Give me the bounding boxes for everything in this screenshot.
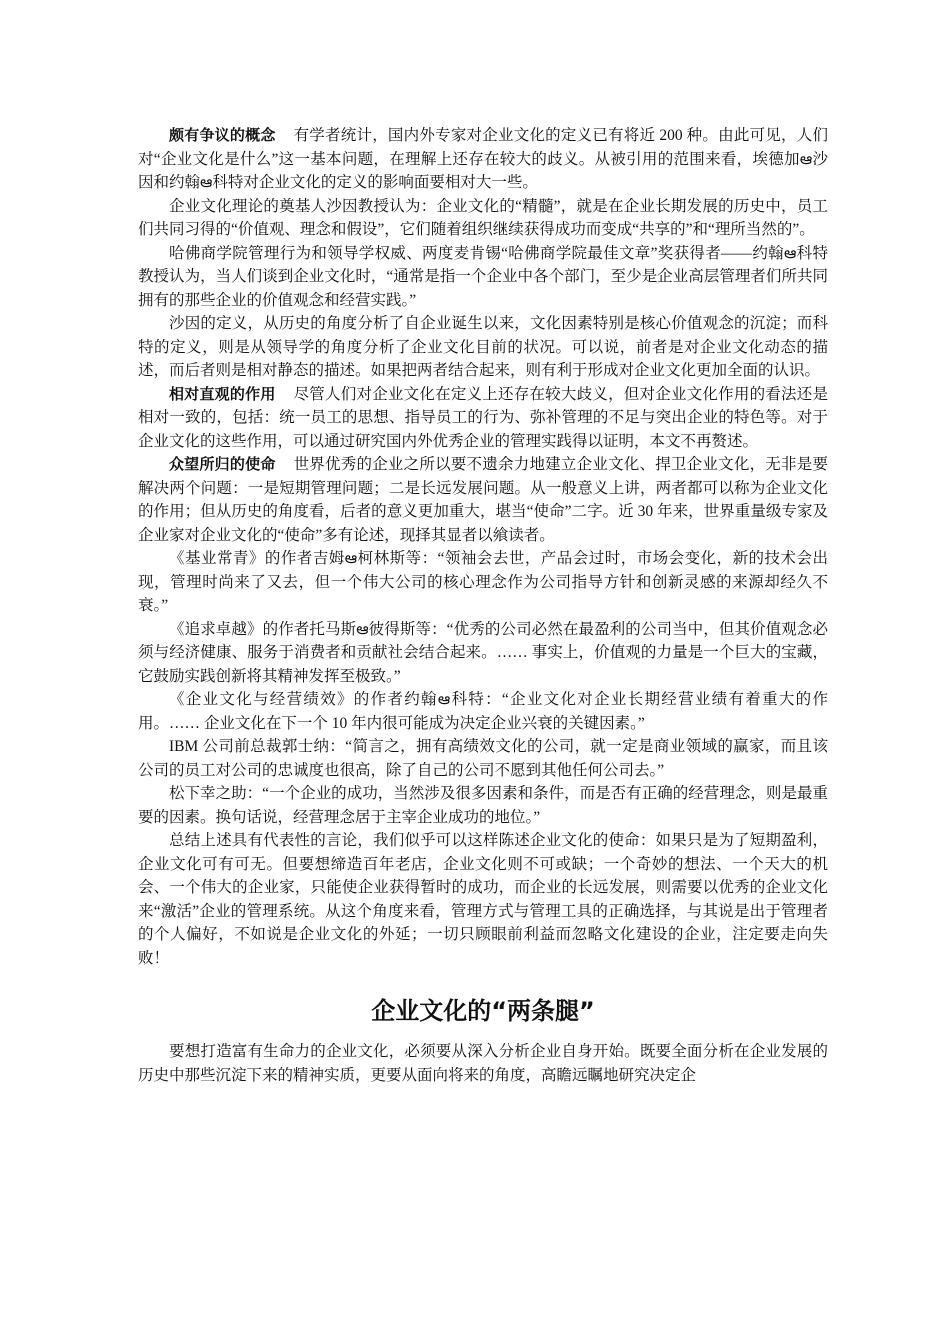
paragraph-kotter-definition: 哈佛商学院管理行为和领导学权威、两度麦肯锡“哈佛商学院最佳文章”奖获得者——约翰ఆ科特教授认为，当人们谈到企业文化时，“通常是指一个企业中各个部门，至少是企业高层管理者们所共同拥有的那些企业的价值观念和经营实践。” [138, 244, 828, 309]
paragraph-two-legs-intro: 要想打造富有生命力的企业文化，必须要从深入分析企业自身开始。既要全面分析在企业发展的历史中那些沉淀下来的精神实质，更要从面向将来的角度，高瞻远瞩地研究决定企 [138, 1043, 828, 1084]
section-title: 企业文化的“两条腿” [371, 997, 595, 1025]
document-page [138, 124, 828, 1087]
paragraph-intuitive-role [138, 383, 828, 454]
paragraph-summary: 总结上述具有代表性的言论，我们似乎可以这样陈述企业文化的使命：如果只是为了短期盈利，企业文化可有可无。但要想缔造百年老店，企业文化则不可或缺；一个奇妙的想法、一个天大的机会、一个伟大的企业家，只能使企业获得暂时的成功，而企业的长远发展，则需要以优秀的企业文化来“激活”企业的管理系统。从这个角度来看，管理方式与管理工具的正确选择，与其说是出于管理者的个人偏好，不如说是企业文化的外延；一切只顾眼前利益而忽略文化建设的企业，注定要走向失败！ [138, 832, 828, 967]
paragraph-mission [138, 453, 828, 547]
paragraph-text: 世界优秀的企业之所以要不遗余力地建立企业文化、捍卫企业文化，无非是要解决两个问题：一是短期管理问题；二是长远发展问题。从一般意义上讲，两者都可以称为企业文化的作用；但从历史的角度看，后者的意义更加重大，堪当“使命”二字。近 30 年来，世界重量级专家及企业家对企业文化的“使命”多有论述，现择其显者以飨读者。 [138, 456, 828, 544]
paragraph-controversial-concept [138, 124, 828, 195]
paragraph-lead-heading: 颇有争议的概念 [169, 126, 276, 144]
paragraph-quote-kotter: 《企业文化与经营绩效》的作者约翰ఆ科特：“企业文化对企业长期经营业绩有着重大的作用。…… 企业文化在下一个 10 年内很可能成为决定企业兴衰的关键因素。” [138, 691, 828, 732]
paragraph-text: 尽管人们对企业文化在定义上还存在较大歧义，但对企业文化作用的看法还是相对一致的，包括：统一员工的思想、指导员工的行为、弥补管理的不足与突出企业的特色等。对于企业文化的这些作用，可以通过研究国内外优秀企业的管理实践得以证明，本文不再赘述。 [138, 385, 828, 450]
paragraph-lead-heading: 相对直观的作用 [169, 384, 276, 403]
paragraph-quote-matsushita: 松下幸之助：“一个企业的成功，当然涉及很多因素和条件，而是否有正确的经营理念，则是最重要的因素。换句话说，经营理念居于主宰企业成功的地位。” [138, 785, 828, 826]
paragraph-schein-definition: 企业文化理论的奠基人沙因教授认为：企业文化的“精髓”，就是在企业长期发展的历史中，员工们共同习得的“价值观、理念和假设”，它们随着组织继续获得成功而变成“共享的”和“理所当然的”。 [138, 197, 828, 238]
paragraph-lead-heading: 众望所归的使命 [169, 455, 276, 473]
paragraph-quote-collins: 《基业常青》的作者吉姆ఆ柯林斯等：“领袖会去世，产品会过时，市场会变化，新的技术会出现，管理时尚来了又去，但一个伟大公司的核心理念作为公司指导方针和创新灵感的来源却经久不衰。” [138, 550, 828, 614]
paragraph-quote-gerstner: IBM 公司前总裁郭士纳：“简言之，拥有高绩效文化的公司，就一定是商业领域的赢家，而且该公司的员工对公司的忠诚度也很高，除了自己的公司不愿到其他任何公司去。” [138, 738, 828, 779]
paragraph-quote-peters: 《追求卓越》的作者托马斯ఆ彼得斯等：“优秀的公司必然在最盈利的公司当中，但其价值观念必须与经济健康、服务于消费者和贡献社会结合起来。…… 事实上，价值观的力量是一个巨大的宝藏，它鼓励实践创新将其精神发挥至极致。” [138, 620, 828, 685]
paragraph-definition-comparison: 沙因的定义，从历史的角度分析了自企业诞生以来，文化因素特别是核心价值观念的沉淀；而科特的定义，则是从领导学的角度分析了企业文化目前的状况。可以说，前者是对企业文化动态的描述，而后者则是相对静态的描述。如果把两者结合起来，则有利于形成对企业文化更加全面的认识。 [138, 315, 828, 379]
paragraph-text: 有学者统计，国内外专家对企业文化的定义已有将近 200 种。由此可见，人们对“企业文化是什么”这一基本问题，在理解上还存在较大的歧义。从被引用的范围来看，埃德加ఆ沙因和约翰ఆ科特对企业文化的定义的影响面要相对大一些。 [138, 127, 828, 191]
